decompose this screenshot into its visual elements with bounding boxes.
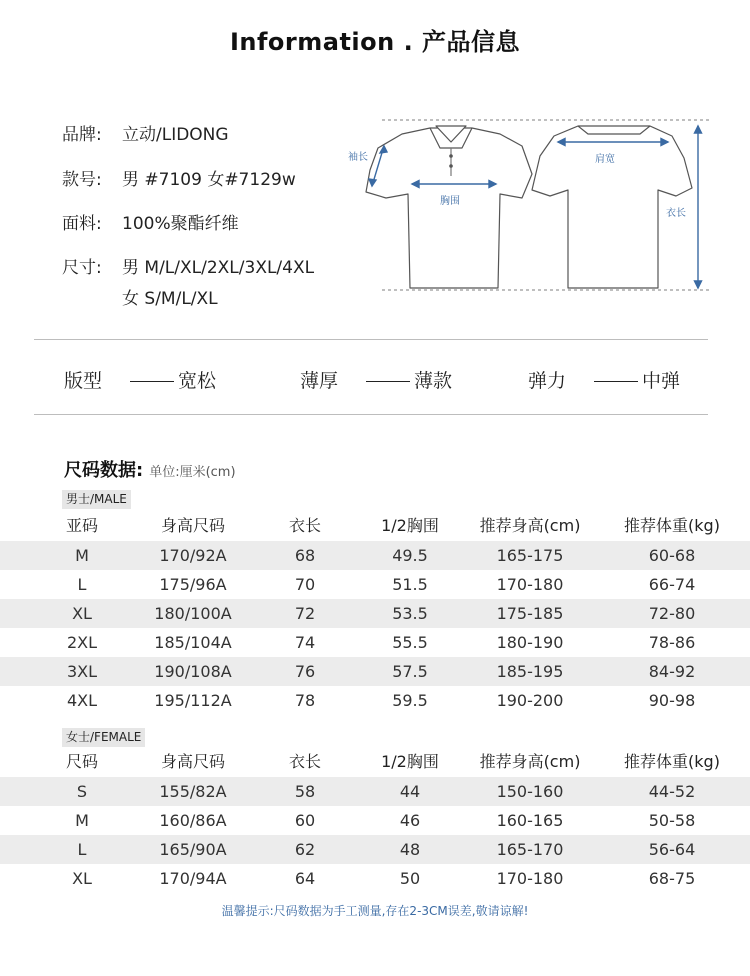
front-shirt-icon	[366, 128, 532, 288]
table-cell: 170/92A	[159, 546, 227, 565]
table-cell: 44	[399, 782, 421, 801]
spec-fabric-label: 面料:	[62, 214, 102, 234]
table-cell: 180-190	[496, 633, 564, 652]
table-cell: 78-86	[648, 633, 696, 652]
table-cell: 76	[294, 662, 316, 681]
header-cell: 推荐身高(cm)	[479, 752, 581, 771]
table-cell: 64	[294, 869, 316, 888]
spec-size-label: 尺寸:	[62, 258, 102, 278]
table-cell: 195/112A	[154, 691, 232, 710]
spec-size-female: 女 S/M/L/XL	[122, 289, 218, 309]
male-tag: 男士/MALE	[62, 490, 131, 509]
footnote: 温馨提示:尺码数据为手工测量,存在2-3CM误差,敬请谅解!	[221, 904, 529, 918]
header-cell: 推荐身高(cm)	[479, 516, 581, 535]
table-cell: 170/94A	[159, 869, 227, 888]
header-cell: 身高尺码	[160, 516, 225, 535]
size-title-text: 尺码数据:	[64, 460, 144, 481]
label-sleeve: 袖长	[348, 152, 368, 163]
attr-thickness	[300, 366, 452, 393]
attr-fit-label: 版型	[64, 370, 103, 392]
attr-elasticity-label: 弹力	[528, 370, 567, 392]
spec-model-label: 款号:	[62, 170, 102, 190]
table-cell: 150-160	[496, 782, 564, 801]
table-row	[0, 570, 750, 599]
female-table-header	[0, 747, 750, 776]
table-cell: 60	[294, 811, 316, 830]
table-cell: 55.5	[392, 633, 428, 652]
table-cell: 78	[294, 691, 316, 710]
table-cell: 175/96A	[159, 575, 227, 594]
spec-fabric-value: 100%聚酯纤维	[122, 214, 239, 234]
table-row	[0, 686, 750, 715]
table-cell: 4XL	[66, 691, 98, 710]
header-cell: 身高尺码	[160, 752, 225, 771]
table-cell: 49.5	[392, 546, 428, 565]
attr-thickness-value: 薄款	[414, 370, 453, 392]
divider	[34, 339, 708, 340]
attr-elasticity-value: 中弹	[642, 370, 681, 392]
table-cell: 48	[399, 840, 421, 859]
header-cell: 衣长	[288, 516, 321, 535]
table-cell: 57.5	[392, 662, 428, 681]
table-cell: 58	[294, 782, 316, 801]
spec-model	[62, 165, 296, 190]
table-cell: S	[76, 782, 88, 801]
size-section-title	[64, 456, 236, 482]
table-row	[0, 777, 750, 806]
table-cell: 53.5	[392, 604, 428, 623]
table-cell: 74	[294, 633, 316, 652]
header-cell: 推荐体重(kg)	[624, 752, 720, 771]
table-cell: 68-75	[648, 869, 696, 888]
table-cell: 165-170	[496, 840, 564, 859]
table-row	[0, 864, 750, 893]
table-row	[0, 835, 750, 864]
table-cell: 155/82A	[159, 782, 227, 801]
label-length: 衣长	[666, 208, 686, 219]
table-cell: 185/104A	[154, 633, 232, 652]
divider	[34, 414, 708, 415]
header-cell: 推荐体重(kg)	[624, 516, 720, 535]
table-cell: 70	[294, 575, 316, 594]
header-cell: 衣长	[288, 752, 321, 771]
table-cell: 185-195	[496, 662, 564, 681]
table-cell: M	[75, 811, 89, 830]
table-cell: 59.5	[392, 691, 428, 710]
spec-brand	[62, 120, 229, 145]
table-cell: M	[75, 546, 89, 565]
attr-fit	[64, 366, 216, 393]
table-cell: 190-200	[496, 691, 564, 710]
header-cell: 亚码	[65, 516, 98, 535]
table-cell: 170-180	[496, 575, 564, 594]
attr-thickness-label: 薄厚	[300, 370, 339, 392]
table-cell: 56-64	[648, 840, 696, 859]
table-cell: 44-52	[648, 782, 696, 801]
table-cell: 175-185	[496, 604, 564, 623]
spec-size-male: 男 M/L/XL/2XL/3XL/4XL	[122, 258, 315, 278]
table-row	[0, 541, 750, 570]
attr-fit-value: 宽松	[178, 370, 217, 392]
header-cell: 1/2胸围	[381, 752, 439, 771]
spec-size	[62, 253, 314, 278]
table-cell: 50-58	[648, 811, 696, 830]
table-cell: 72	[294, 604, 316, 623]
spec-fabric	[62, 209, 239, 234]
table-cell: 2XL	[66, 633, 98, 652]
attr-elasticity	[528, 366, 680, 393]
table-row	[0, 657, 750, 686]
table-cell: 90-98	[648, 691, 696, 710]
spec-model-value: 男 #7109 女#7129w	[122, 170, 296, 190]
table-cell: 165-175	[496, 546, 564, 565]
table-cell: XL	[72, 604, 92, 623]
table-cell: 84-92	[648, 662, 696, 681]
header-cell: 尺码	[65, 752, 98, 771]
table-row	[0, 599, 750, 628]
table-cell: 190/108A	[154, 662, 232, 681]
table-cell: 46	[399, 811, 421, 830]
size-unit: 单位:厘米(cm)	[149, 465, 236, 480]
table-cell: 51.5	[392, 575, 428, 594]
spec-size-female-row	[62, 284, 218, 309]
table-cell: 160-165	[496, 811, 564, 830]
table-cell: 170-180	[496, 869, 564, 888]
table-cell: 66-74	[648, 575, 696, 594]
header-cell: 1/2胸围	[381, 516, 439, 535]
shirt-measurement-diagram	[340, 112, 720, 302]
table-cell: L	[77, 840, 87, 859]
page-title: Information . 产品信息	[229, 28, 521, 56]
back-shirt-icon	[532, 126, 692, 288]
table-cell: 62	[294, 840, 316, 859]
table-cell: 165/90A	[159, 840, 227, 859]
spec-brand-label: 品牌:	[62, 125, 102, 145]
table-cell: 72-80	[648, 604, 696, 623]
male-table-header	[0, 511, 750, 540]
spec-brand-value: 立动/LIDONG	[122, 125, 229, 145]
table-row	[0, 628, 750, 657]
table-row	[0, 806, 750, 835]
table-cell: 160/86A	[159, 811, 227, 830]
table-cell: 68	[294, 546, 316, 565]
label-chest: 胸围	[440, 196, 460, 207]
table-cell: XL	[72, 869, 92, 888]
table-cell: 3XL	[66, 662, 98, 681]
female-tag: 女士/FEMALE	[62, 728, 145, 747]
table-cell: 180/100A	[154, 604, 232, 623]
table-cell: 60-68	[648, 546, 696, 565]
table-cell: L	[77, 575, 87, 594]
label-shoulder: 肩宽	[595, 154, 615, 165]
table-cell: 50	[399, 869, 421, 888]
